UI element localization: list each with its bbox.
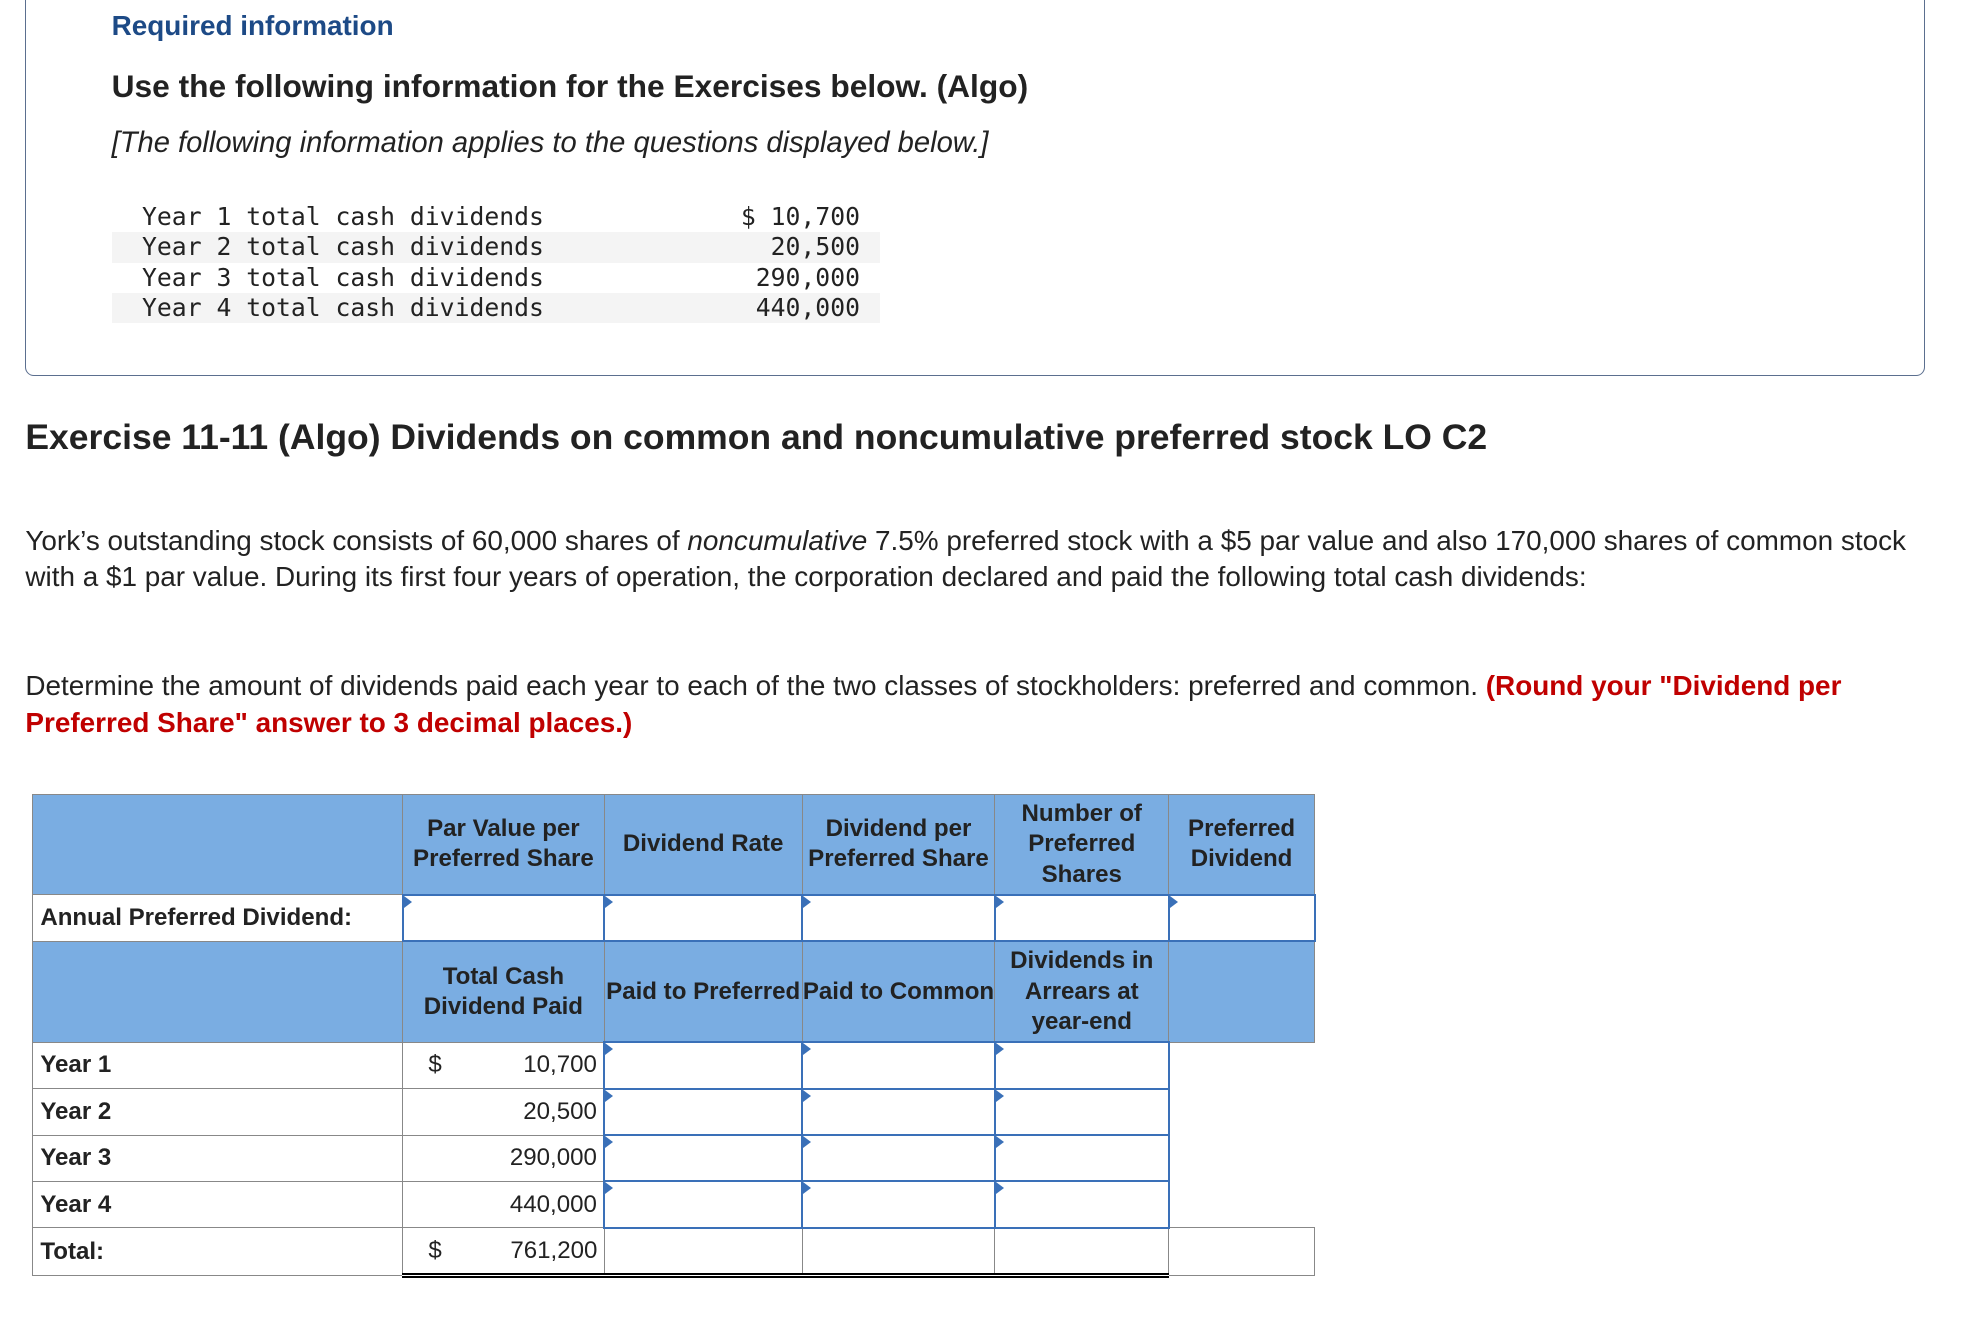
table-row (32, 1135, 1314, 1181)
arrears-input[interactable] (995, 1135, 1169, 1181)
total-cash-cell (403, 1135, 605, 1181)
dividend-value: 290,000 (755, 262, 860, 292)
total-common-cell (802, 1228, 995, 1276)
paid-common-input[interactable] (802, 1135, 995, 1181)
header-row-2 (32, 941, 1314, 1042)
empty-cell (1169, 1228, 1315, 1276)
exercise-title: Exercise 11-11 (Algo) Dividends on common and noncumulative preferred stock LO C2 (25, 417, 1488, 458)
dividend-label: Year 2 total cash dividends (142, 232, 544, 262)
dividends-list (112, 202, 881, 324)
info-heading: Use the following information for the Exercises below. (Algo) (111, 68, 1029, 105)
dividend-row (112, 293, 881, 323)
arrears-input[interactable] (995, 1042, 1169, 1088)
required-info-label: Required information (111, 10, 394, 42)
currency: $ (428, 1236, 442, 1264)
dividends-table (32, 794, 1316, 1278)
paid-preferred-input[interactable] (604, 1181, 802, 1227)
total-value: 761,200 (510, 1236, 598, 1264)
empty-cell (1169, 1089, 1315, 1135)
row-label: Year 3 (32, 1135, 402, 1181)
empty-cell (1169, 1042, 1315, 1088)
total-preferred-cell (604, 1228, 802, 1276)
dividend-rate-input[interactable] (604, 895, 802, 941)
col-total-cash: Total Cash Dividend Paid (403, 941, 605, 1042)
instruction-text: Determine the amount of dividends paid each year to each of the two classes of stockholders: preferred and common. (25, 670, 1486, 702)
arrears-input[interactable] (995, 1089, 1169, 1135)
col-number-shares: Number of Preferred Shares (995, 795, 1169, 895)
dividend-row (112, 202, 881, 232)
paid-common-input[interactable] (802, 1181, 995, 1227)
total-arrears-cell (995, 1228, 1169, 1276)
dividend-value: 440,000 (755, 292, 860, 322)
total-label: Total: (32, 1228, 402, 1276)
row-label: Year 4 (32, 1181, 402, 1227)
info-note: [The following information applies to the questions displayed below.] (111, 126, 989, 159)
col-par-value: Par Value per Preferred Share (403, 795, 605, 895)
col-arrears: Dividends in Arrears at year-end (995, 941, 1169, 1042)
total-cash-cell (403, 1042, 605, 1088)
currency: $ (428, 1051, 442, 1079)
number-shares-input[interactable] (995, 895, 1169, 941)
exercise-instruction (25, 668, 1940, 742)
header-row (32, 795, 1314, 895)
total-value: 20,500 (523, 1097, 597, 1125)
dividend-label: Year 4 total cash dividends (142, 292, 544, 322)
desc-emphasis: noncumulative (687, 524, 868, 556)
header-blank (32, 795, 402, 895)
dividend-value: 20,500 (770, 232, 860, 262)
dividend-row (112, 232, 881, 262)
annual-label: Annual Preferred Dividend: (32, 895, 402, 941)
table-row (32, 1042, 1314, 1088)
arrears-input[interactable] (995, 1181, 1169, 1227)
empty-cell (1169, 1135, 1315, 1181)
par-value-input[interactable] (403, 895, 605, 941)
dividend-value: $ 10,700 (740, 201, 860, 231)
header-blank (32, 941, 402, 1042)
preferred-dividend-input[interactable] (1169, 895, 1315, 941)
rounding-note: (Round your "Dividend per Preferred Share" answer to 3 decimal places.) (25, 670, 1842, 739)
total-value: 290,000 (509, 1144, 597, 1172)
annual-row (32, 895, 1314, 941)
total-value: 440,000 (509, 1190, 597, 1218)
row-label: Year 1 (32, 1042, 402, 1088)
col-paid-preferred: Paid to Preferred (604, 941, 802, 1042)
table-row (32, 1181, 1314, 1227)
total-row (32, 1228, 1314, 1276)
header-blank (1169, 941, 1315, 1042)
dividend-label: Year 1 total cash dividends (142, 201, 544, 231)
col-preferred-dividend: Preferred Dividend (1169, 795, 1315, 895)
paid-preferred-input[interactable] (604, 1135, 802, 1181)
paid-common-input[interactable] (802, 1042, 995, 1088)
dividend-row (112, 263, 881, 293)
desc-text: York’s outstanding stock consists of 60,000 shares of (25, 524, 688, 556)
total-value: 10,700 (523, 1051, 597, 1079)
table-row (32, 1089, 1314, 1135)
col-dividend-per-share: Dividend per Preferred Share (802, 795, 995, 895)
col-paid-common: Paid to Common (802, 941, 995, 1042)
row-label: Year 2 (32, 1089, 402, 1135)
total-cash-cell (403, 1228, 605, 1276)
total-cash-cell (403, 1089, 605, 1135)
exercise-description (25, 523, 1940, 597)
desc-text: 7.5% preferred stock with a $5 par value and also 170,000 shares of common stock with a $1 par value. During its first four years of operation, the corporation declared and paid the following total cash dividends: (25, 524, 1906, 593)
col-dividend-rate: Dividend Rate (604, 795, 802, 895)
dividend-label: Year 3 total cash dividends (142, 262, 544, 292)
total-cash-cell (403, 1181, 605, 1227)
dividend-per-share-input[interactable] (802, 895, 995, 941)
paid-preferred-input[interactable] (604, 1042, 802, 1088)
paid-common-input[interactable] (802, 1089, 995, 1135)
paid-preferred-input[interactable] (604, 1089, 802, 1135)
empty-cell (1169, 1181, 1315, 1227)
